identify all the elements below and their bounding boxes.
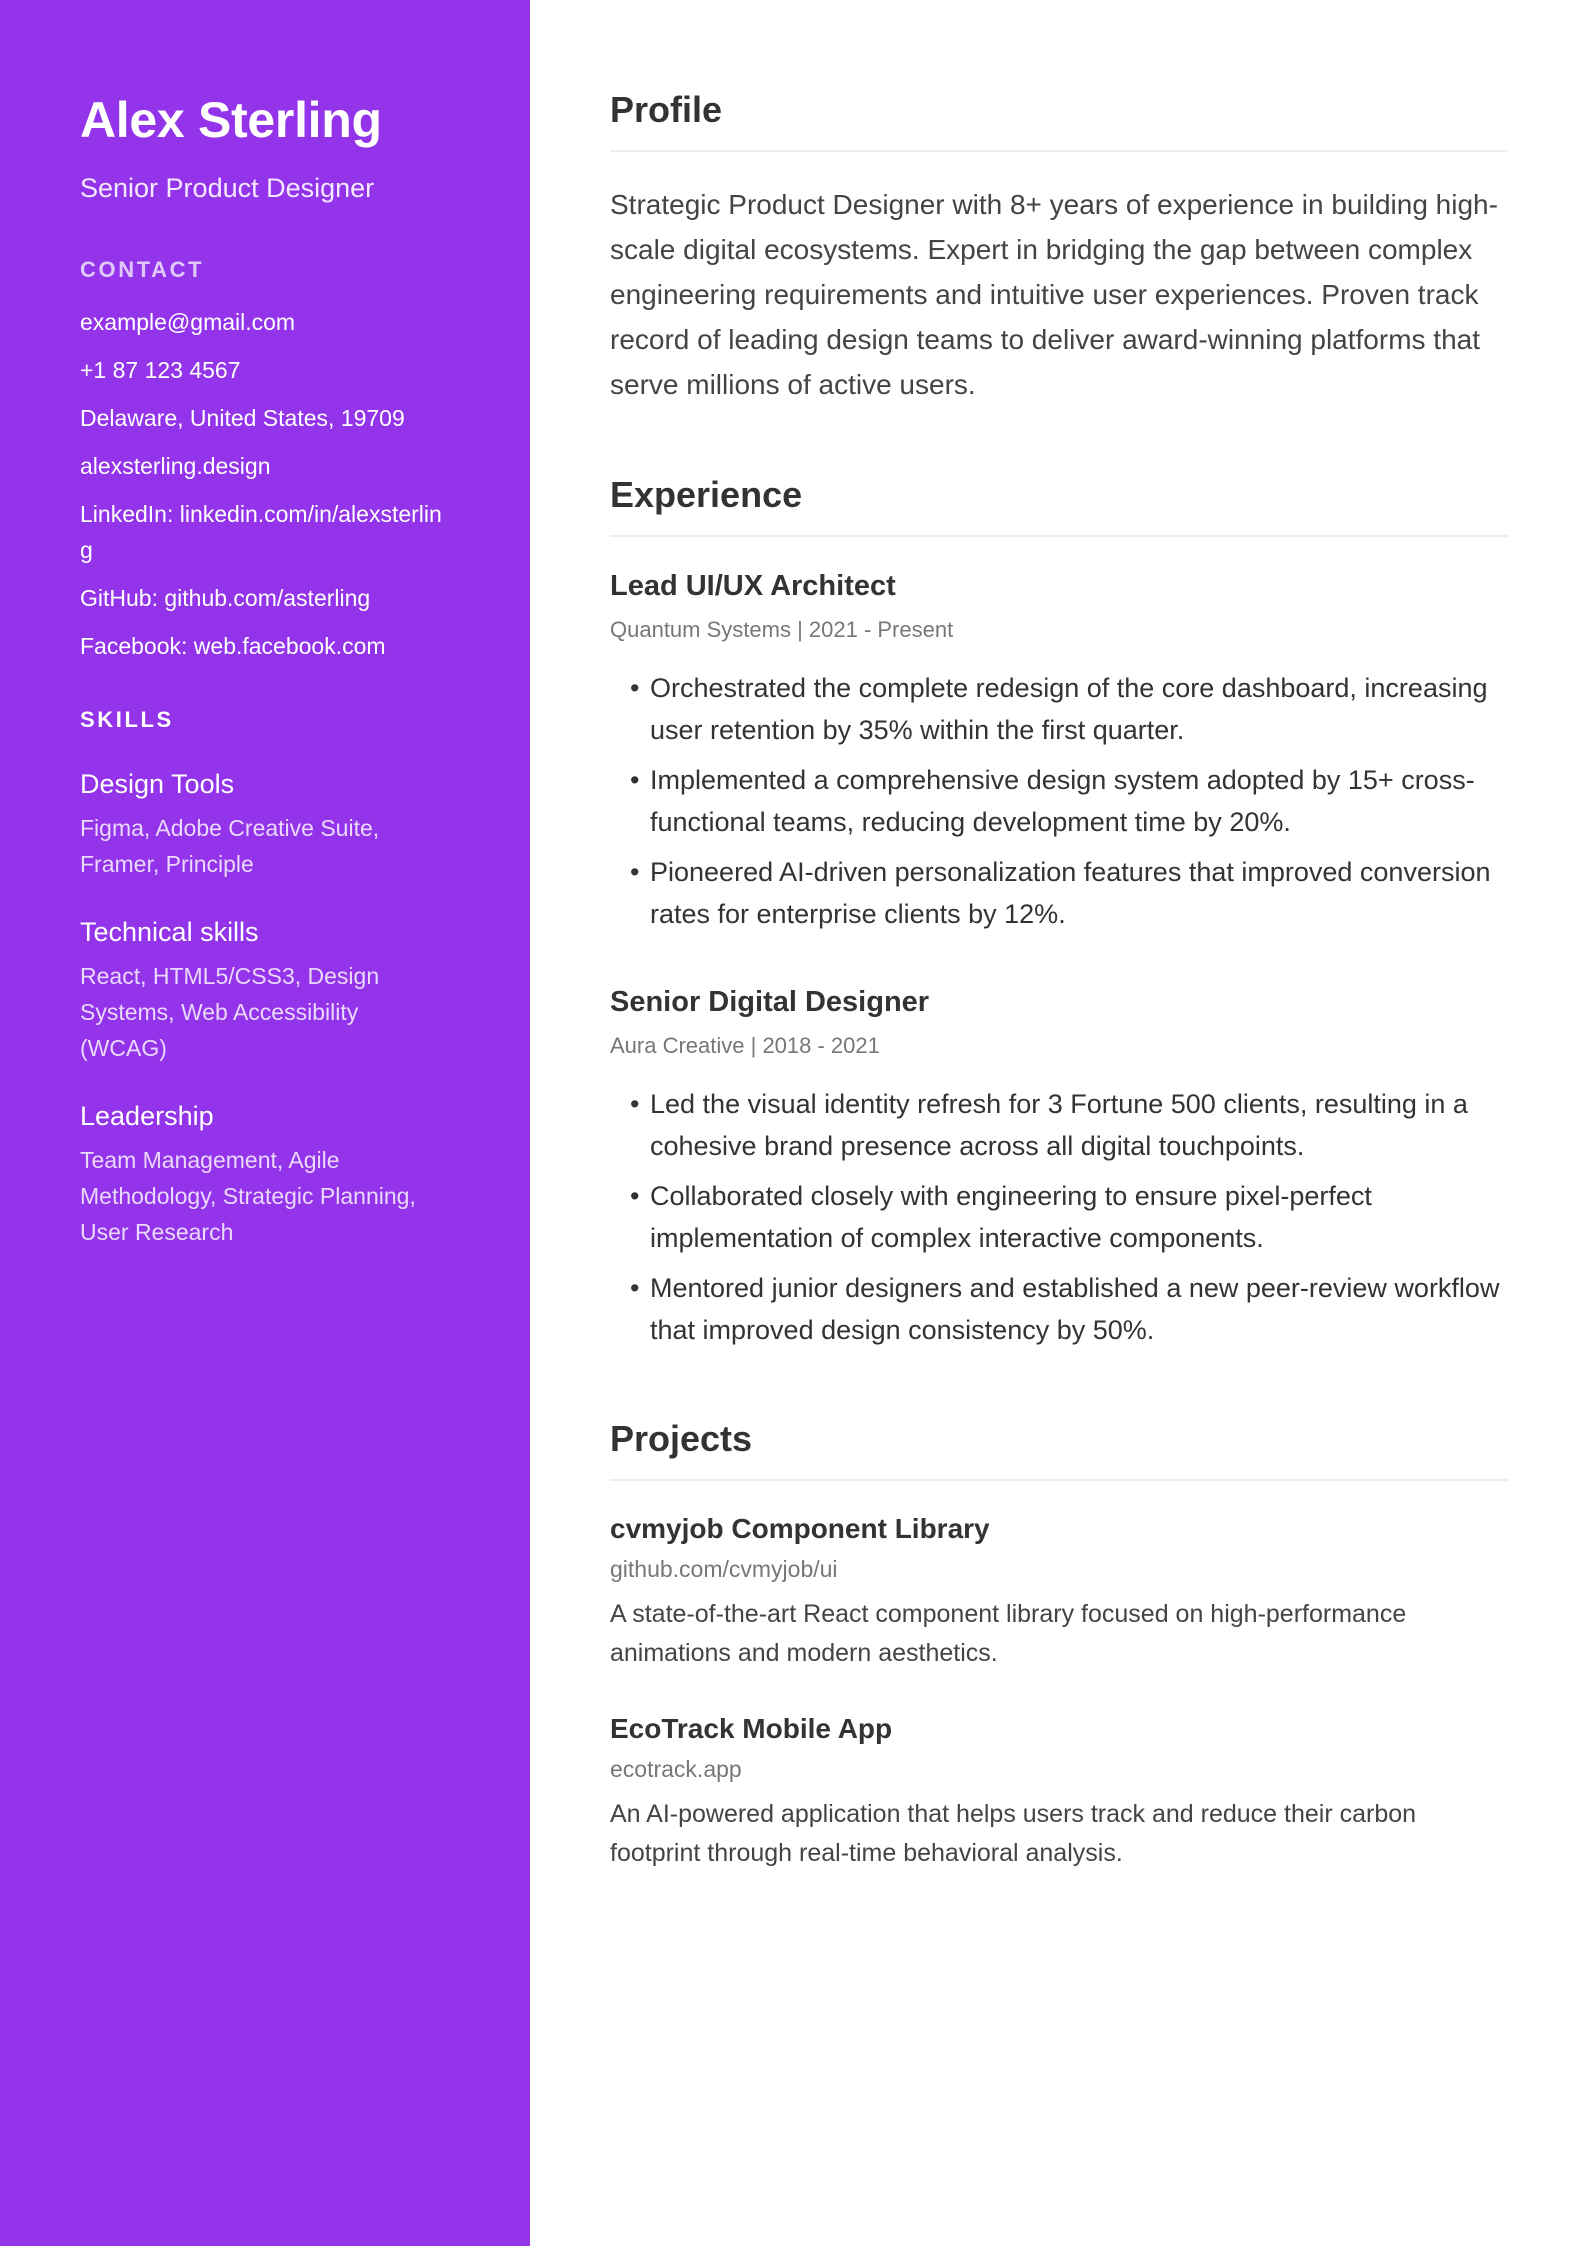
contact-list <box>80 304 450 664</box>
project-entry <box>610 1711 1508 1873</box>
job-bullet <box>610 1083 1508 1167</box>
job-bullets <box>610 667 1508 935</box>
experience-section <box>610 473 1508 1351</box>
profile-summary: Strategic Product Designer with 8+ years of experience in building high-scale digital ecosystems. Expert in bridging the gap between complex engineering requirements and intuitive user experiences. Proven track record of leading design teams to deliver award-winning platforms that serve millions of active users. <box>610 189 1498 400</box>
job-title: Senior Digital Designer <box>610 986 930 1018</box>
bullet-dot-icon: • <box>630 857 640 887</box>
section-title-experience: Experience <box>610 473 1508 537</box>
skill-group <box>80 914 450 1066</box>
job-bullet-text: Collaborated closely with engineering to ensure pixel-perfect implementation of complex interactive components. <box>650 1181 1372 1253</box>
skills-heading: SKILLS <box>80 707 174 732</box>
contact-email[interactable]: example@gmail.com <box>80 309 296 335</box>
skill-group-items: React, HTML5/CSS3, Design Systems, Web Accessibility (WCAG) <box>80 963 380 1061</box>
skill-group-title: Technical skills <box>80 917 259 947</box>
project-link[interactable]: ecotrack.app <box>610 1756 742 1782</box>
project-link[interactable]: github.com/cvmyjob/ui <box>610 1556 838 1582</box>
job-bullets <box>610 1083 1508 1351</box>
profile-section <box>610 88 1508 407</box>
job-bullet <box>610 851 1508 935</box>
sidebar <box>0 0 530 2246</box>
contact-phone: +1 87 123 4567 <box>80 357 241 383</box>
bullet-dot-icon: • <box>630 765 640 795</box>
bullet-dot-icon: • <box>630 1273 640 1303</box>
job-meta: Aura Creative | 2018 - 2021 <box>610 1033 880 1058</box>
job-bullet-text: Orchestrated the complete redesign of the core dashboard, increasing user retention by 35% within the first quarter. <box>650 673 1488 745</box>
candidate-role: Senior Product Designer <box>80 173 375 203</box>
job-meta: Quantum Systems | 2021 - Present <box>610 617 954 642</box>
job-bullet <box>610 1175 1508 1259</box>
bullet-dot-icon: • <box>630 673 640 703</box>
section-title-profile: Profile <box>610 88 1508 152</box>
job-title: Lead UI/UX Architect <box>610 570 896 602</box>
skill-group-items: Figma, Adobe Creative Suite, Framer, Principle <box>80 815 380 877</box>
contact-website[interactable]: alexsterling.design <box>80 453 271 479</box>
contact-github[interactable]: GitHub: github.com/asterling <box>80 585 371 611</box>
project-description: A state-of-the-art React component library focused on high-performance animations and modern aesthetics. <box>610 1600 1407 1667</box>
contact-heading: CONTACT <box>80 257 205 282</box>
contact-linkedin[interactable]: LinkedIn: linkedin.com/in/alexsterling <box>80 501 442 563</box>
job-bullet <box>610 667 1508 751</box>
main-content <box>610 0 1508 1873</box>
section-title-projects: Projects <box>610 1417 1508 1481</box>
bullet-dot-icon: • <box>630 1089 640 1119</box>
bullet-dot-icon: • <box>630 1181 640 1211</box>
job-bullet-text: Pioneered AI-driven personalization features that improved conversion rates for enterprise clients by 12%. <box>650 857 1491 929</box>
contact-facebook[interactable]: Facebook: web.facebook.com <box>80 633 386 659</box>
job-bullet <box>610 1267 1508 1351</box>
project-description: An AI-powered application that helps users track and reduce their carbon footprint through real-time behavioral analysis. <box>610 1800 1417 1867</box>
job-bullet-text: Implemented a comprehensive design system adopted by 15+ cross-functional teams, reducing development time by 20%. <box>650 765 1475 837</box>
projects-section <box>610 1417 1508 1873</box>
skill-group-title: Leadership <box>80 1101 214 1131</box>
job-entry <box>610 983 1508 1351</box>
skill-group-title: Design Tools <box>80 769 235 799</box>
project-entry <box>610 1511 1508 1673</box>
contact-address: Delaware, United States, 19709 <box>80 405 405 431</box>
job-bullet <box>610 759 1508 843</box>
job-entry <box>610 567 1508 935</box>
job-bullet-text: Mentored junior designers and established a new peer-review workflow that improved design consistency by 50%. <box>650 1273 1500 1345</box>
job-bullet-text: Led the visual identity refresh for 3 Fortune 500 clients, resulting in a cohesive brand presence across all digital touchpoints. <box>650 1089 1468 1161</box>
candidate-name: Alex Sterling <box>80 92 382 148</box>
project-title: cvmyjob Component Library <box>610 1513 990 1544</box>
skill-group-items: Team Management, Agile Methodology, Strategic Planning, User Research <box>80 1147 416 1245</box>
skill-group <box>80 766 450 882</box>
project-title: EcoTrack Mobile App <box>610 1713 893 1744</box>
skill-group <box>80 1098 450 1250</box>
